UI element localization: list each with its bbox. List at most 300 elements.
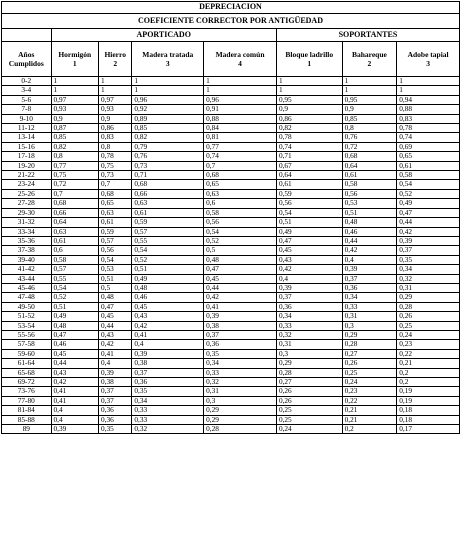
coefficient-cell: 0,52 xyxy=(132,255,204,264)
coefficient-cell: 0,43 xyxy=(132,312,204,321)
coefficient-cell: 1 xyxy=(132,77,204,86)
coefficient-cell: 0,58 xyxy=(51,255,99,264)
coefficient-cell: 0,44 xyxy=(342,236,397,245)
table-row xyxy=(2,368,460,377)
column-header-name: Años Cumplidos xyxy=(8,50,44,68)
coefficient-cell: 1 xyxy=(342,77,397,86)
table-title: DEPRECIACION xyxy=(2,2,460,14)
table-row xyxy=(2,283,460,292)
coefficient-cell: 0,4 xyxy=(132,340,204,349)
years-cell: 89 xyxy=(2,425,52,434)
coefficient-cell: 0,84 xyxy=(204,124,277,133)
years-cell: 35-36 xyxy=(2,236,52,245)
coefficient-cell: 0,71 xyxy=(276,152,342,161)
table-row xyxy=(2,255,460,264)
coefficient-cell: 0,51 xyxy=(51,302,99,311)
column-header-name: Hormigón xyxy=(58,50,92,59)
coefficient-cell: 0,67 xyxy=(276,161,342,170)
coefficient-cell: 0,54 xyxy=(204,227,277,236)
coefficient-cell: 0,63 xyxy=(132,199,204,208)
coefficient-cell: 0,97 xyxy=(99,95,132,104)
coefficient-cell: 0,52 xyxy=(397,189,460,198)
years-cell: 59-60 xyxy=(2,349,52,358)
coefficient-cell: 1 xyxy=(99,86,132,95)
coefficient-cell: 0,37 xyxy=(397,246,460,255)
coefficient-cell: 0,22 xyxy=(397,349,460,358)
coefficient-cell: 0,28 xyxy=(276,368,342,377)
years-cell: 43-44 xyxy=(2,274,52,283)
table-row xyxy=(2,321,460,330)
group-header-empty xyxy=(2,29,52,42)
years-cell: 73-76 xyxy=(2,387,52,396)
coefficient-cell: 0,78 xyxy=(99,152,132,161)
table-row xyxy=(2,208,460,217)
coefficient-cell: 0,33 xyxy=(132,415,204,424)
coefficient-cell: 0,71 xyxy=(132,171,204,180)
table-row xyxy=(2,152,460,161)
coefficient-cell: 0,26 xyxy=(276,387,342,396)
coefficient-cell: 0,18 xyxy=(397,406,460,415)
coefficient-cell: 0,48 xyxy=(132,283,204,292)
coefficient-cell: 0,36 xyxy=(132,378,204,387)
coefficient-cell: 0,25 xyxy=(276,406,342,415)
table-row xyxy=(2,133,460,142)
table-row xyxy=(2,359,460,368)
coefficient-cell: 0,54 xyxy=(99,255,132,264)
column-header-number: 4 xyxy=(238,59,242,68)
coefficient-cell: 0,22 xyxy=(342,396,397,405)
coefficient-cell: 0,44 xyxy=(99,321,132,330)
coefficient-cell: 0,41 xyxy=(51,387,99,396)
coefficient-cell: 0,43 xyxy=(51,368,99,377)
column-header-6 xyxy=(342,42,397,77)
coefficient-cell: 1 xyxy=(204,77,277,86)
coefficient-cell: 0,85 xyxy=(51,133,99,142)
coefficient-cell: 0,28 xyxy=(397,302,460,311)
years-cell: 53-54 xyxy=(2,321,52,330)
coefficient-cell: 0,2 xyxy=(397,378,460,387)
coefficient-cell: 0,53 xyxy=(99,265,132,274)
coefficient-cell: 0,73 xyxy=(132,161,204,170)
table-row xyxy=(2,171,460,180)
table-row xyxy=(2,340,460,349)
coefficient-cell: 0,35 xyxy=(99,425,132,434)
coefficient-cell: 0,55 xyxy=(132,236,204,245)
coefficient-cell: 0,83 xyxy=(397,114,460,123)
coefficient-cell: 0,47 xyxy=(51,330,99,339)
table-row xyxy=(2,227,460,236)
table-row xyxy=(2,396,460,405)
coefficient-cell: 0,86 xyxy=(276,114,342,123)
years-cell: 31-32 xyxy=(2,218,52,227)
coefficient-cell: 0,4 xyxy=(51,406,99,415)
column-header-row xyxy=(2,42,460,77)
coefficient-cell: 0,66 xyxy=(51,208,99,217)
coefficient-cell: 0,31 xyxy=(204,387,277,396)
coefficient-cell: 0,53 xyxy=(342,199,397,208)
table-row xyxy=(2,114,460,123)
column-header-number: 1 xyxy=(72,59,77,68)
table-row xyxy=(2,77,460,86)
coefficient-cell: 0,44 xyxy=(397,218,460,227)
group-header-row xyxy=(2,29,460,42)
coefficient-cell: 0,69 xyxy=(397,142,460,151)
coefficient-cell: 0,42 xyxy=(204,293,277,302)
coefficient-cell: 0,63 xyxy=(204,189,277,198)
coefficient-cell: 0,56 xyxy=(99,246,132,255)
coefficient-cell: 0,27 xyxy=(342,349,397,358)
coefficient-cell: 0,96 xyxy=(204,95,277,104)
column-header-4 xyxy=(204,42,277,77)
coefficient-cell: 0,75 xyxy=(51,171,99,180)
coefficient-cell: 0,58 xyxy=(397,171,460,180)
column-header-7 xyxy=(397,42,460,77)
coefficient-cell: 0,39 xyxy=(276,283,342,292)
coefficient-cell: 0,8 xyxy=(99,142,132,151)
coefficient-cell: 0,24 xyxy=(342,378,397,387)
column-header-number: 3 xyxy=(165,59,170,68)
coefficient-cell: 0,57 xyxy=(132,227,204,236)
coefficient-cell: 0,25 xyxy=(397,321,460,330)
coefficient-cell: 0,24 xyxy=(397,330,460,339)
coefficient-cell: 0,35 xyxy=(132,387,204,396)
coefficient-cell: 0,48 xyxy=(204,255,277,264)
coefficient-cell: 0,36 xyxy=(99,415,132,424)
years-cell: 25-26 xyxy=(2,189,52,198)
years-cell: 39-40 xyxy=(2,255,52,264)
coefficient-cell: 0,38 xyxy=(132,359,204,368)
coefficient-cell: 0,43 xyxy=(276,255,342,264)
coefficient-cell: 0,18 xyxy=(397,415,460,424)
coefficient-cell: 0,46 xyxy=(342,227,397,236)
coefficient-cell: 0,9 xyxy=(51,114,99,123)
coefficient-cell: 0,52 xyxy=(51,293,99,302)
coefficient-cell: 0,2 xyxy=(342,425,397,434)
table-row xyxy=(2,95,460,104)
coefficient-cell: 0,45 xyxy=(132,302,204,311)
coefficient-cell: 0,45 xyxy=(276,246,342,255)
coefficient-cell: 0,88 xyxy=(397,105,460,114)
coefficient-cell: 0,82 xyxy=(51,142,99,151)
years-cell: 11-12 xyxy=(2,124,52,133)
coefficient-cell: 1 xyxy=(397,86,460,95)
years-cell: 61-64 xyxy=(2,359,52,368)
table-row xyxy=(2,124,460,133)
coefficient-cell: 0,33 xyxy=(342,302,397,311)
coefficient-cell: 0,19 xyxy=(397,387,460,396)
coefficient-cell: 0,47 xyxy=(397,208,460,217)
coefficient-cell: 0,75 xyxy=(99,161,132,170)
years-cell: 81-84 xyxy=(2,406,52,415)
coefficient-cell: 0,44 xyxy=(204,283,277,292)
years-cell: 51-52 xyxy=(2,312,52,321)
coefficient-cell: 0,49 xyxy=(397,199,460,208)
column-header-name: Bahareque xyxy=(351,50,387,59)
coefficient-cell: 1 xyxy=(99,77,132,86)
coefficient-cell: 0,3 xyxy=(276,349,342,358)
coefficient-cell: 0,37 xyxy=(99,396,132,405)
coefficient-cell: 0,39 xyxy=(51,425,99,434)
column-header-2 xyxy=(99,42,132,77)
coefficient-cell: 0,33 xyxy=(132,406,204,415)
coefficient-cell: 0,51 xyxy=(132,265,204,274)
coefficient-cell: 0,81 xyxy=(204,133,277,142)
years-cell: 23-24 xyxy=(2,180,52,189)
coefficient-cell: 0,83 xyxy=(99,133,132,142)
coefficient-cell: 0,37 xyxy=(99,387,132,396)
coefficient-cell: 0,28 xyxy=(204,425,277,434)
coefficient-cell: 0,77 xyxy=(51,161,99,170)
coefficient-cell: 0,48 xyxy=(51,321,99,330)
subtitle-row xyxy=(2,14,460,29)
coefficient-cell: 0,96 xyxy=(132,95,204,104)
table-row xyxy=(2,425,460,434)
years-cell: 65-68 xyxy=(2,368,52,377)
coefficient-cell: 0,8 xyxy=(342,124,397,133)
coefficient-cell: 0,29 xyxy=(204,406,277,415)
coefficient-cell: 0,32 xyxy=(132,425,204,434)
column-header-0 xyxy=(2,42,52,77)
coefficient-cell: 0,66 xyxy=(132,189,204,198)
coefficient-cell: 0,55 xyxy=(51,274,99,283)
coefficient-cell: 0,54 xyxy=(132,246,204,255)
coefficient-cell: 0,2 xyxy=(397,368,460,377)
coefficient-cell: 0,82 xyxy=(132,133,204,142)
coefficient-cell: 0,8 xyxy=(51,152,99,161)
coefficient-cell: 0,51 xyxy=(99,274,132,283)
coefficient-cell: 0,24 xyxy=(276,425,342,434)
coefficient-cell: 0,7 xyxy=(51,189,99,198)
coefficient-cell: 0,92 xyxy=(132,105,204,114)
coefficient-cell: 0,41 xyxy=(132,330,204,339)
table-subtitle: COEFICIENTE CORRECTOR POR ANTIGÜEDAD xyxy=(2,14,460,29)
coefficient-cell: 0,51 xyxy=(276,218,342,227)
years-cell: 3-4 xyxy=(2,86,52,95)
coefficient-cell: 0,4 xyxy=(276,274,342,283)
table-row xyxy=(2,274,460,283)
coefficient-cell: 1 xyxy=(132,86,204,95)
coefficient-cell: 0,68 xyxy=(51,199,99,208)
coefficient-cell: 0,39 xyxy=(204,312,277,321)
coefficient-cell: 0,74 xyxy=(397,133,460,142)
coefficient-cell: 0,91 xyxy=(204,105,277,114)
coefficient-cell: 0,72 xyxy=(51,180,99,189)
coefficient-cell: 0,85 xyxy=(342,114,397,123)
coefficient-cell: 0,42 xyxy=(342,246,397,255)
coefficient-cell: 0,31 xyxy=(342,312,397,321)
coefficient-cell: 0,35 xyxy=(397,255,460,264)
years-cell: 0-2 xyxy=(2,77,52,86)
coefficient-cell: 0,42 xyxy=(99,340,132,349)
coefficient-cell: 0,27 xyxy=(276,378,342,387)
years-cell: 33-34 xyxy=(2,227,52,236)
table-row xyxy=(2,180,460,189)
coefficient-cell: 0,65 xyxy=(204,180,277,189)
coefficient-cell: 0,34 xyxy=(132,396,204,405)
coefficient-cell: 0,51 xyxy=(342,208,397,217)
depreciation-table xyxy=(1,1,460,434)
coefficient-cell: 0,48 xyxy=(99,293,132,302)
coefficient-cell: 0,72 xyxy=(342,142,397,151)
coefficient-cell: 0,17 xyxy=(397,425,460,434)
coefficient-cell: 0,29 xyxy=(276,359,342,368)
coefficient-cell: 0,42 xyxy=(397,227,460,236)
coefficient-cell: 0,79 xyxy=(132,142,204,151)
years-cell: 15-16 xyxy=(2,142,52,151)
table-row xyxy=(2,246,460,255)
coefficient-cell: 0,61 xyxy=(276,180,342,189)
years-cell: 55-56 xyxy=(2,330,52,339)
coefficient-cell: 0,48 xyxy=(342,218,397,227)
coefficient-cell: 1 xyxy=(51,86,99,95)
coefficient-cell: 0,57 xyxy=(99,236,132,245)
table-row xyxy=(2,86,460,95)
coefficient-cell: 0,86 xyxy=(99,124,132,133)
coefficient-cell: 0,21 xyxy=(342,415,397,424)
years-cell: 13-14 xyxy=(2,133,52,142)
coefficient-cell: 0,64 xyxy=(276,171,342,180)
coefficient-cell: 0,97 xyxy=(51,95,99,104)
years-cell: 9-10 xyxy=(2,114,52,123)
coefficient-cell: 0,43 xyxy=(99,330,132,339)
table-row xyxy=(2,312,460,321)
coefficient-cell: 0,74 xyxy=(204,152,277,161)
column-header-number: 2 xyxy=(367,59,372,68)
years-cell: 69-72 xyxy=(2,378,52,387)
years-cell: 45-46 xyxy=(2,283,52,292)
coefficient-cell: 0,5 xyxy=(99,283,132,292)
coefficient-cell: 0,56 xyxy=(276,199,342,208)
coefficient-cell: 0,87 xyxy=(51,124,99,133)
coefficient-cell: 0,54 xyxy=(397,180,460,189)
years-cell: 17-18 xyxy=(2,152,52,161)
years-cell: 37-38 xyxy=(2,246,52,255)
coefficient-cell: 0,32 xyxy=(204,378,277,387)
coefficient-cell: 0,61 xyxy=(397,161,460,170)
coefficient-cell: 0,42 xyxy=(276,265,342,274)
coefficient-cell: 0,47 xyxy=(276,236,342,245)
coefficient-cell: 0,26 xyxy=(276,396,342,405)
coefficient-cell: 0,26 xyxy=(342,359,397,368)
coefficient-cell: 0,65 xyxy=(99,199,132,208)
coefficient-cell: 0,88 xyxy=(204,114,277,123)
coefficient-cell: 0,78 xyxy=(276,133,342,142)
group-header-aporticado: APORTICADO xyxy=(51,29,276,42)
coefficient-cell: 0,36 xyxy=(276,302,342,311)
years-cell: 49-50 xyxy=(2,302,52,311)
coefficient-cell: 0,39 xyxy=(132,349,204,358)
coefficient-cell: 0,35 xyxy=(204,349,277,358)
coefficient-cell: 0,47 xyxy=(99,302,132,311)
coefficient-cell: 0,54 xyxy=(51,283,99,292)
coefficient-cell: 0,37 xyxy=(342,274,397,283)
years-cell: 47-48 xyxy=(2,293,52,302)
coefficient-cell: 0,4 xyxy=(51,415,99,424)
coefficient-cell: 0,25 xyxy=(342,368,397,377)
years-cell: 27-28 xyxy=(2,199,52,208)
column-header-number: 2 xyxy=(113,59,118,68)
coefficient-cell: 0,39 xyxy=(342,265,397,274)
coefficient-cell: 0,34 xyxy=(276,312,342,321)
coefficient-cell: 0,7 xyxy=(99,180,132,189)
coefficient-cell: 0,73 xyxy=(99,171,132,180)
coefficient-cell: 0,74 xyxy=(276,142,342,151)
coefficient-cell: 1 xyxy=(397,77,460,86)
column-header-3 xyxy=(132,42,204,77)
coefficient-cell: 0,9 xyxy=(342,105,397,114)
coefficient-cell: 0,93 xyxy=(99,105,132,114)
coefficient-cell: 1 xyxy=(51,77,99,86)
coefficient-cell: 0,33 xyxy=(204,368,277,377)
coefficient-cell: 0,45 xyxy=(51,349,99,358)
coefficient-cell: 0,37 xyxy=(204,330,277,339)
table-row xyxy=(2,349,460,358)
years-cell: 29-30 xyxy=(2,208,52,217)
coefficient-cell: 0,61 xyxy=(51,236,99,245)
table-row xyxy=(2,189,460,198)
coefficient-cell: 0,77 xyxy=(204,142,277,151)
coefficient-cell: 0,32 xyxy=(397,274,460,283)
coefficient-cell: 0,28 xyxy=(342,340,397,349)
coefficient-cell: 0,49 xyxy=(132,274,204,283)
coefficient-cell: 0,9 xyxy=(99,114,132,123)
coefficient-cell: 0,61 xyxy=(99,218,132,227)
coefficient-cell: 0,39 xyxy=(99,368,132,377)
coefficient-cell: 0,31 xyxy=(397,283,460,292)
coefficient-cell: 0,42 xyxy=(132,321,204,330)
coefficient-cell: 0,44 xyxy=(51,359,99,368)
table-row xyxy=(2,265,460,274)
table-row xyxy=(2,415,460,424)
coefficient-cell: 0,23 xyxy=(397,340,460,349)
title-row xyxy=(2,2,460,14)
coefficient-cell: 0,68 xyxy=(204,171,277,180)
column-header-5 xyxy=(276,42,342,77)
years-cell: 41-42 xyxy=(2,265,52,274)
table-row xyxy=(2,378,460,387)
table-row xyxy=(2,330,460,339)
coefficient-cell: 0,3 xyxy=(342,321,397,330)
coefficient-cell: 0,61 xyxy=(132,208,204,217)
coefficient-cell: 0,7 xyxy=(204,161,277,170)
coefficient-cell: 0,19 xyxy=(397,396,460,405)
coefficient-cell: 1 xyxy=(342,86,397,95)
coefficient-cell: 0,26 xyxy=(397,312,460,321)
coefficient-cell: 0,38 xyxy=(204,321,277,330)
coefficient-cell: 0,68 xyxy=(132,180,204,189)
coefficient-cell: 0,63 xyxy=(99,208,132,217)
coefficient-cell: 0,56 xyxy=(204,218,277,227)
coefficient-cell: 0,29 xyxy=(204,415,277,424)
coefficient-cell: 0,76 xyxy=(342,133,397,142)
column-header-number: 3 xyxy=(426,59,430,68)
coefficient-cell: 0,45 xyxy=(204,274,277,283)
years-cell: 57-58 xyxy=(2,340,52,349)
coefficient-cell: 0,85 xyxy=(132,124,204,133)
coefficient-cell: 0,59 xyxy=(132,218,204,227)
coefficient-cell: 0,21 xyxy=(397,359,460,368)
table-row xyxy=(2,142,460,151)
column-header-1 xyxy=(51,42,99,77)
coefficient-cell: 0,82 xyxy=(276,124,342,133)
coefficient-cell: 0,59 xyxy=(99,227,132,236)
years-cell: 85-88 xyxy=(2,415,52,424)
coefficient-cell: 0,57 xyxy=(51,265,99,274)
coefficient-cell: 0,59 xyxy=(276,189,342,198)
coefficient-cell: 0,36 xyxy=(99,406,132,415)
column-header-name: Bloque ladrillo xyxy=(285,50,334,59)
coefficient-cell: 0,54 xyxy=(276,208,342,217)
